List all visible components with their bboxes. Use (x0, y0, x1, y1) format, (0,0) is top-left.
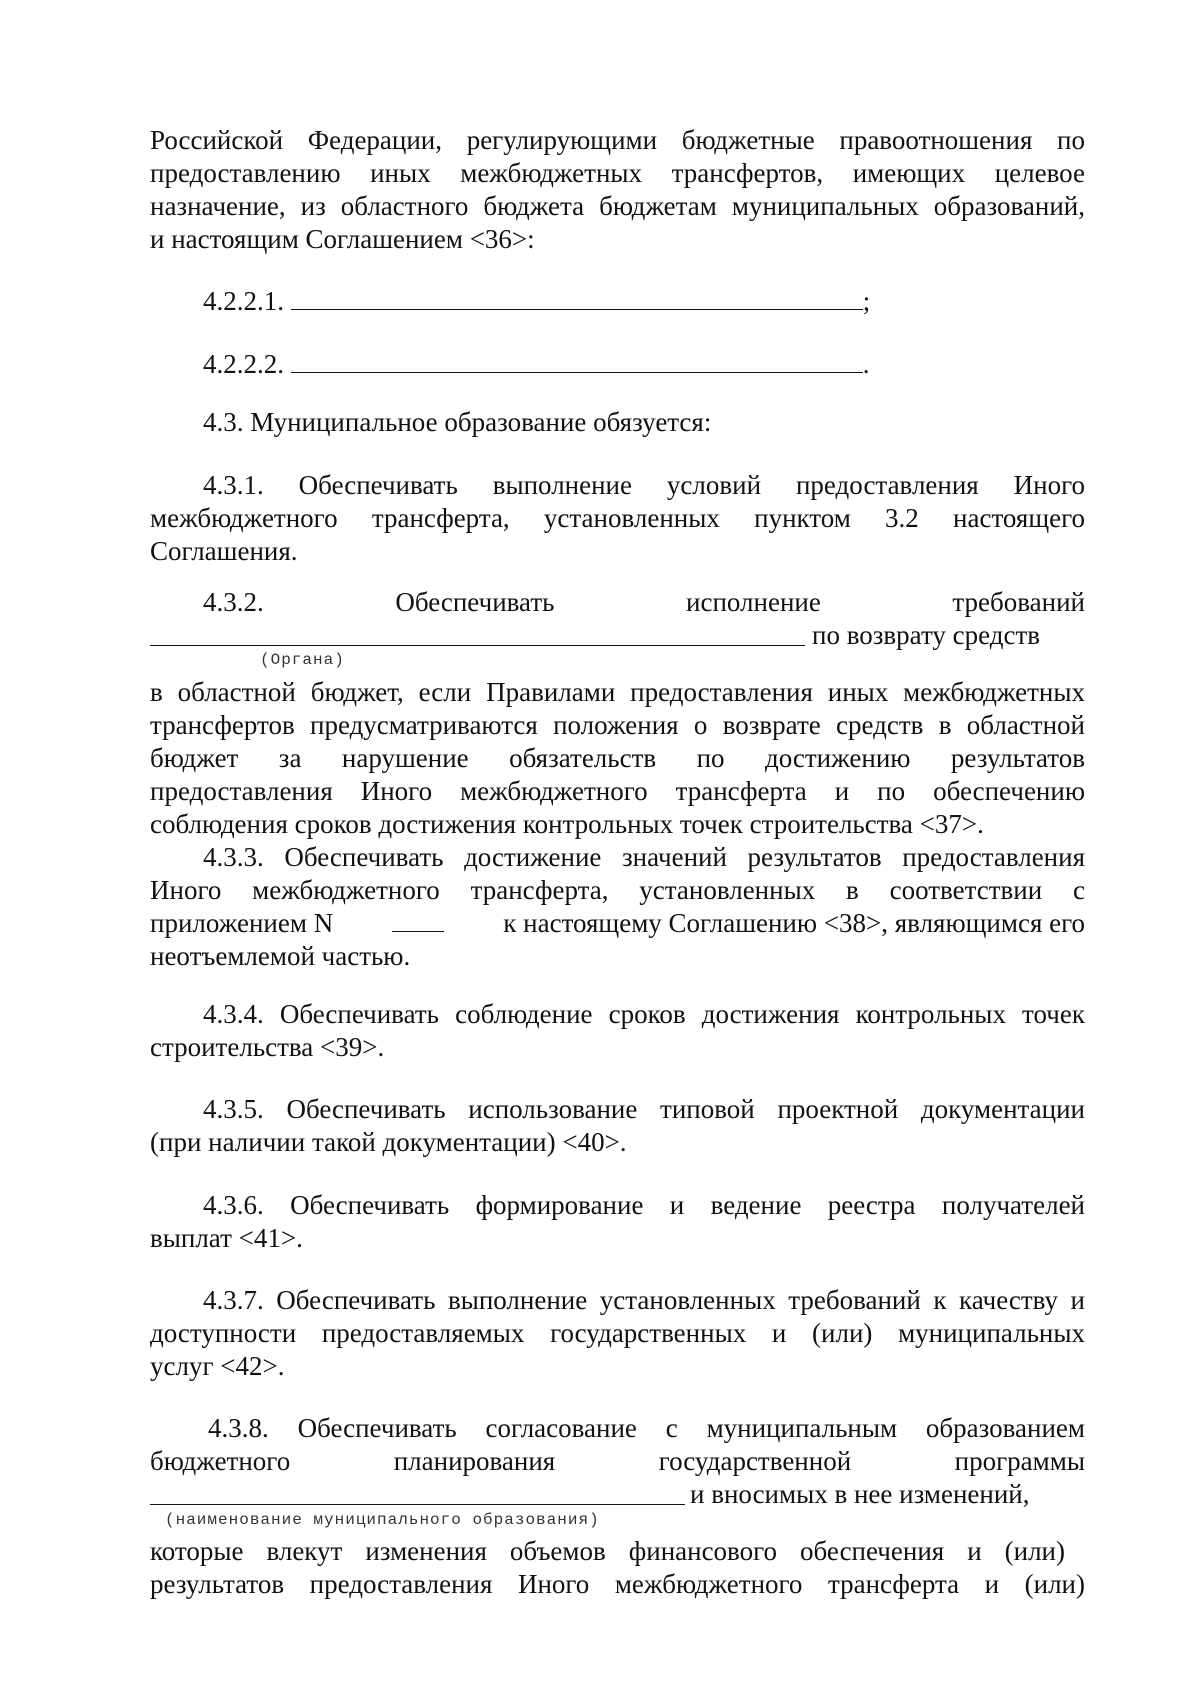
word: программы (954, 1446, 1085, 1476)
text-line: Иного межбюджетного трансферта, установленных в соответствии с (150, 875, 1085, 905)
text-line-spread (150, 1445, 1085, 1477)
fill-in-blank (150, 645, 805, 646)
text-line: предоставлению иных межбюджетных трансфертов, имеющих целевое (150, 158, 1085, 188)
text-line: в областной бюджет, если Правилами предоставления иных межбюджетных (150, 677, 1085, 707)
text-line: соблюдения сроков достижения контрольных точек строительства <37>. (150, 809, 984, 839)
word: планирования (393, 1446, 556, 1476)
text-line: 4.3.3. Обеспечивать достижение значений результатов предоставления (203, 842, 1085, 872)
text-line: Соглашения. (150, 536, 298, 566)
text-line: по возврату средств (812, 620, 1041, 650)
text-line: назначение, из областного бюджета бюджетам муниципальных образований, (150, 191, 1085, 221)
word: Обеспечивать (395, 587, 555, 617)
fill-in-blank (150, 1504, 685, 1505)
text-line: и настоящим Соглашением <36>: (150, 224, 535, 254)
text-line: которые влекут изменения объемов финансового обеспечения и (или) (150, 1536, 1065, 1566)
fill-in-blank (392, 907, 444, 932)
text-line: 4.3.1. Обеспечивать выполнение условий предоставления Иного (203, 470, 1085, 500)
text-line: доступности предоставляемых государственных и (или) муниципальных (150, 1318, 1085, 1348)
word: бюджетного (150, 1446, 291, 1476)
text-line: предоставления Иного межбюджетного трансферта и по обеспечению (150, 776, 1085, 806)
word: исполнение (686, 587, 821, 617)
text-line: Российской Федерации, регулирующими бюджетные правоотношения по (150, 125, 1085, 155)
text-line: результатов предоставления Иного межбюджетного трансферта и (или) (150, 1569, 1085, 1599)
text-line: строительства <39>. (150, 1032, 385, 1062)
text-line: и вносимых в нее изменений, (690, 1479, 1030, 1509)
item-end-punct: . (862, 349, 870, 379)
item-number: 4.2.2.2. (203, 349, 284, 379)
section-heading: 4.3. Муниципальное образование обязуется: (203, 407, 712, 437)
text-line: 4.3.6. Обеспечивать формирование и ведение реестра получателей (203, 1190, 1085, 1220)
text-line: выплат <41>. (150, 1223, 303, 1253)
word: государственной (658, 1446, 852, 1476)
text-fragment: приложением N (150, 908, 334, 938)
item-4-2-2-2 (203, 348, 903, 380)
text-line: 4.3.8. Обеспечивать согласование с муниципальным образованием (208, 1413, 1085, 1443)
text-line: трансфертов предусматриваются положения о возврате средств в областной (150, 710, 1085, 740)
field-hint: (Органа) (260, 651, 345, 669)
text-line: услуг <42>. (150, 1351, 285, 1381)
item-4-2-2-1 (203, 285, 903, 317)
field-hint: (наименование муниципального образования) (165, 1511, 600, 1529)
text-line: 4.3.4. Обеспечивать соблюдение сроков достижения контрольных точек (203, 999, 1085, 1029)
text-line: бюджет за нарушение обязательств по достижению результатов (150, 743, 1085, 773)
text-fragment: к настоящему Соглашению <38>, являющимся его (503, 908, 1085, 938)
text-line-with-blank (150, 907, 1085, 939)
word: требований (952, 587, 1085, 617)
text-line: неотъемлемой частью. (150, 941, 411, 971)
text-line: (при наличии такой документации) <40>. (150, 1127, 627, 1157)
text-line: 4.3.5. Обеспечивать использование типовой проектной документации (203, 1094, 1085, 1124)
word: 4.3.2. (203, 587, 264, 617)
text-line: 4.3.7. Обеспечивать выполнение установленных требований к качеству и (203, 1285, 1085, 1315)
text-line-spread (203, 586, 1085, 618)
fill-in-blank (291, 350, 863, 373)
item-end-punct: ; (862, 286, 871, 316)
text-line: межбюджетного трансферта, установленных пунктом 3.2 настоящего (150, 503, 1085, 533)
item-number: 4.2.2.1. (203, 286, 284, 316)
fill-in-blank (291, 287, 863, 310)
